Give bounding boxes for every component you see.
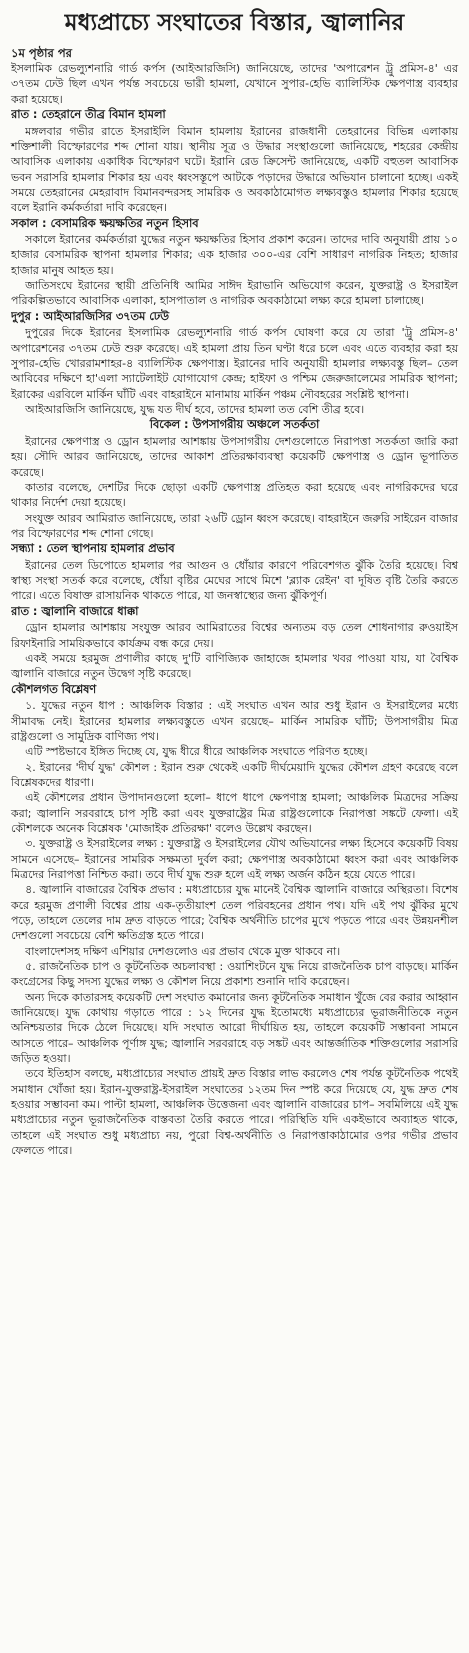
- section-subheading: রাত : জ্বালানি বাজারে ধাক্কা: [11, 604, 139, 618]
- section-subheading: কৌশলগত বিশ্লেষণ: [11, 682, 97, 696]
- article-paragraph: ইরানের ক্ষেপণাস্ত্র ও ড্রোন হামলার আশঙ্কায় উপসাগরীয় দেশগুলোতে নিরাপত্তা সতর্কতা জারি করা হয়। সৌদি আরব জানিয়েছে, তাদের আকাশ প্রতিরক্ষাব্যবস্থা কয়েকটি ক্ষেপণাস্ত্র ও ড্রোন ভূপাতিত করেছে।: [11, 434, 458, 479]
- article-paragraph: সকালে ইরানের কর্মকর্তারা যুদ্ধের নতুন ক্ষয়ক্ষতির হিসাব প্রকাশ করেন। তাদের দাবি অনুযায়ী প্রায় ১০ হাজার বেসামরিক স্থাপনা হামলার শিকার; এক হাজার ৩০০-এর বেশি সাধারণ নাগরিক নিহত; হাজার হাজার মানুষ আহত হয়।: [11, 233, 458, 277]
- article-paragraph: দুপুরের দিকে ইরানের ইসলামিক রেভল্যুশনারি গার্ড কর্পস ঘোষণা করে যে তারা 'ট্রু প্রমিস-৪' অপারেশনের ৩৭তম ঢেউ শুরু করেছে। এই হামলা প্রায় তিন ঘণ্টা ধরে চলে এবং এতে ব্যবহার করা হয় সুপার-হেভি খোররামশাহর-৪ ব্যালিস্টিক ক্ষেপণাস্ত্র। ইরানের দাবি অনুযায়ী হামলার লক্ষ্যবস্তু ছিল– তেল আবিবের দক্ষিণে হা'এলা স্যাটেলাইট যোগাযোগ কেন্দ্র; হাইফা ও পশ্চিম জেরুজালেমের সামরিক স্থাপনা; ইরাকের এরবিলে মার্কিন ঘাঁটি এবং বাহরাইনে মানামায় মার্কিন পঞ্চম নৌবহরের সংশ্লিষ্ট স্থাপনা।: [11, 326, 458, 401]
- section-subheading: দুপুর : আইআরজিসির ৩৭তম ঢেউ: [11, 309, 169, 323]
- article-section: [11, 682, 458, 1159]
- article-headline: মধ্যপ্রাচ্যে সংঘাতের বিস্তার, জ্বালানির: [64, 9, 405, 36]
- article-paragraph: ড্রোন হামলার আশঙ্কায় সংযুক্ত আরব আমিরাতের বিশ্বের অন্যতম বড় তেল শোধনাগার রুওয়াইস রিফাইনারি সাময়িকভাবে কার্যক্রম বন্ধ করে দেয়।: [11, 621, 458, 650]
- article-paragraph: ১. যুদ্ধের নতুন ধাপ : আঞ্চলিক বিস্তার : এই সংঘাত এখন আর শুধু ইরান ও ইসরাইলের মধ্যে সীমাবদ্ধ নেই। ইরানের হামলার লক্ষ্যবস্তুতে এখন রয়েছে– মার্কিন সামরিক ঘাঁটি; উপসাগরীয় মিত্র রাষ্ট্রগুলো ও সামুদ্রিক বাণিজ্য পথ।: [11, 699, 458, 743]
- article-paragraph: মঙ্গলবার গভীর রাতে ইসরাইলি বিমান হামলায় ইরানের রাজধানী তেহরানের বিভিন্ন এলাকায় শক্তিশালী বিস্ফোরণের শব্দ শোনা যায়। স্থানীয় সূত্র ও উদ্ধার সংস্থাগুলো জানিয়েছে, শহরের কেন্দ্রীয় আবাসিক এলাকায় একাধিক বিস্ফোরণ ঘটে। ইরানি রেড ক্রিসেন্ট জানিয়েছে, একটি বহুতল আবাসিক ভবন সরাসরি হামলার শিকার হয় এবং ধ্বংসস্তূপে আটকে পড়াদের উদ্ধারে অভিযান চালানো হচ্ছে। একই সময়ে তেহরানের মেহরাবাদ বিমানবন্দরসহ সামরিক ও অবকাঠামোগত লক্ষ্যবস্তুও হামলার শিকার হয়েছে বলে ইরানি কর্মকর্তারা দাবি করেছেন।: [11, 124, 458, 215]
- article-section: [11, 216, 458, 309]
- article-paragraph: ইসলামিক রেভল্যুশনারি গার্ড কর্পস (আইআরজিসি) জানিয়েছে, তাদের 'অপারেশন ট্রু প্রমিস-৪' এর ৩৭তম ঢেউ ছিল এখন পর্যন্ত সবচেয়ে ভারী হামলা, যেখানে সুপার-হেভি ব্যালিস্টিক ক্ষেপণাস্ত্র ব্যবহার করা হয়েছে।: [11, 62, 458, 106]
- article-paragraph: ৩. যুক্তরাষ্ট্র ও ইসরাইলের লক্ষ্য : যুক্তরাষ্ট্র ও ইসরাইলের যৌথ অভিযানের লক্ষ্য হিসেবে কয়েকটি বিষয় সামনে এসেছে– ইরানের সামরিক সক্ষমতা দুর্বল করা; ক্ষেপণাস্ত্র অবকাঠামো ধ্বংস করা এবং আঞ্চলিক মিত্রদের নিরাপত্তা নিশ্চিত করা। তবে দীর্ঘ যুদ্ধ শুরু হলে এই লক্ষ্য অর্জন কঠিন হয়ে যেতে পারে।: [11, 837, 458, 881]
- article-paragraph: একই সময়ে হরমুজ প্রণালীর কাছে দু'টি বাণিজ্যিক জাহাজে হামলার খবর পাওয়া যায়, যা বৈশ্বিক জ্বালানি বাজারে নতুন উদ্বেগ সৃষ্টি করেছে।: [11, 652, 458, 681]
- article-paragraph: তবে ইতিহাস বলছে, মধ্যপ্রাচ্যের সংঘাত প্রায়ই দ্রুত বিস্তার লাভ করলেও শেষ পর্যন্ত কূটনৈতিক পথেই সমাধান খোঁজা হয়। ইরান-যুক্তরাষ্ট্র-ইসরাইল সংঘাতের ১২তম দিন স্পষ্ট করে দিয়েছে যে, যুদ্ধ দ্রুত শেষ হওয়ার সম্ভাবনা কম। পাল্টা হামলা, আঞ্চলিক উত্তেজনা এবং জ্বালানি বাজারের চাপ– সবমিলিয়ে এই যুদ্ধ মধ্যপ্রাচ্যের নতুন ভূরাজনৈতিক বাস্তবতা তৈরি করতে পারে। পরিস্থিতি যদি একইভাবে অব্যাহত থাকে, তাহলে এই সংঘাত শুধু মধ্যপ্রাচ্য নয়, পুরো বিশ্ব-অর্থনীতি ও নিরাপত্তাকাঠামোর ওপর গভীর প্রভাব ফেলতে পারে।: [11, 1067, 458, 1158]
- continued-from-label: ১ম পৃষ্ঠার পর: [11, 46, 72, 60]
- article-paragraph: ২. ইরানের 'দীর্ঘ যুদ্ধ' কৌশল : ইরান শুরু থেকেই একটি দীর্ঘমেয়াদি যুদ্ধের কৌশল গ্রহণ করেছে বলে বিশ্লেষকদের ধারণা।: [11, 760, 458, 789]
- article-section: [11, 309, 458, 418]
- article-paragraph: ৫. রাজনৈতিক চাপ ও কূটনৈতিক অচলাবস্থা : ওয়াশিংটনে যুদ্ধ নিয়ে রাজনৈতিক চাপ বাড়ছে। মার্কিন কংগ্রেসের কিছু সদস্য যুদ্ধের লক্ষ্য ও কৌশল নিয়ে প্রকাশ্য শুনানি দাবি করেছেন।: [11, 960, 458, 989]
- article-paragraph: সংযুক্ত আরব আমিরাত জানিয়েছে, তারা ২৬টি ড্রোন ধ্বংস করেছে। বাহরাইনে জরুরি সাইরেন বাজার পর বিস্ফোরণের শব্দ শোনা গেছে।: [11, 511, 458, 540]
- article-paragraph: এটি স্পষ্টভাবে ইঙ্গিত দিচ্ছে যে, যুদ্ধ ধীরে ধীরে আঞ্চলিক সংঘাতে পরিণত হচ্ছে।: [25, 745, 368, 759]
- article-body: [11, 61, 458, 1159]
- article-section: [11, 107, 458, 216]
- article-section: [11, 417, 458, 541]
- article-paragraph: ইরানের তেল ডিপোতে হামলার পর আগুন ও ধোঁয়ার কারণে পরিবেশগত ঝুঁকি তৈরি হয়েছে। বিশ্ব স্বাস্থ্য সংস্থা সতর্ক করে বলেছে, ধোঁয়া বৃষ্টির মেঘের সাথে মিশে 'ব্ল্যাক রেইন' বা দূষিত বৃষ্টি তৈরি করতে পারে। এতে বিষাক্ত রাসায়নিক থাকতে পারে, যা জনস্বাস্থ্যের জন্য ঝুঁকিপূর্ণ।: [11, 558, 458, 603]
- section-subheading: সন্ধ্যা : তেল স্থাপনায় হামলার প্রভাব: [11, 542, 175, 556]
- article-paragraph: ৪. জ্বালানি বাজারের বৈশ্বিক প্রভাব : মধ্যপ্রাচ্যের যুদ্ধ মানেই বৈশ্বিক জ্বালানি বাজারে অস্থিরতা। বিশেষ করে হরমুজ প্রণালী বিশ্বের প্রায় এক-তৃতীয়াংশ তেল পরিবহনের প্রধান পথ। যদি এই পথ ঝুঁকির মুখে পড়ে, তাহলে তেলের দাম দ্রুত বাড়তে পারে; বৈশ্বিক অর্থনীতি চাপের মুখে পড়তে পারে এবং উন্নয়নশীল দেশগুলো সবচেয়ে বেশি ক্ষতিগ্রস্ত হতে পারে।: [11, 883, 458, 943]
- article-paragraph: আইআরজিসি জানিয়েছে, যুদ্ধ যত দীর্ঘ হবে, তাদের হামলা তত বেশি তীব্র হবে।: [25, 403, 365, 417]
- article-section: [11, 604, 458, 682]
- section-subheading: রাত : তেহরানে তীব্র বিমান হামলা: [11, 108, 166, 122]
- article-paragraph: জাতিসংঘে ইরানের স্থায়ী প্রতিনিধি আমির সাঈদ ইরাভানি অভিযোগ করেন, যুক্তরাষ্ট্র ও ইসরাইল পরিকল্পিতভাবে আবাসিক এলাকা, হাসপাতাল ও নাগরিক অবকাঠামো লক্ষ্য করে হামলা চালাচ্ছে।: [11, 279, 458, 308]
- article-paragraph: কাতার বলেছে, দেশটির দিকে ছোড়া একটি ক্ষেপণাস্ত্র প্রতিহত করা হয়েছে এবং নাগরিকদের ঘরে থাকার নির্দেশ দেয়া হয়েছে।: [11, 480, 458, 510]
- article-section: [11, 541, 458, 604]
- section-subheading: সকাল : বেসামরিক ক্ষয়ক্ষতির নতুন হিসাব: [11, 216, 199, 230]
- article-paragraph: বাংলাদেশসহ দক্ষিণ এশিয়ার দেশগুলোও এর প্রভাব থেকে মুক্ত থাকবে না।: [25, 944, 341, 958]
- section-subheading: বিকেল : উপসাগরীয় অঞ্চলে সতর্কতা: [149, 418, 320, 432]
- article-section: [11, 61, 458, 107]
- article-paragraph: অন্য দিকে কাতারসহ কয়েকটি দেশ সংঘাত কমানোর জন্য কূটনৈতিক সমাধান খুঁজে বের করার আহ্বান জানিয়েছে। যুদ্ধ কোথায় গড়াতে পারে : ১২ দিনের যুদ্ধ ইতোমধ্যে মধ্যপ্রাচ্যের ভূরাজনীতিকে নতুন অনিশ্চয়তার দিকে ঠেলে দিয়েছে। যদি সংঘাত আরো দীর্ঘায়িত হয়, তাহলে কয়েকটি সম্ভাবনা সামনে আসতে পারে– আঞ্চলিক পূর্ণাঙ্গ যুদ্ধ; জ্বালানি সরবরাহে বড় সঙ্কট এবং আন্তর্জাতিক শক্তিগুলোর সরাসরি জড়িত হওয়া।: [11, 990, 458, 1066]
- article-paragraph: এই কৌশলের প্রধান উপাদানগুলো হলো– ধাপে ধাপে ক্ষেপণাস্ত্র হামলা; আঞ্চলিক মিত্রদের সক্রিয় করা; জ্বালানি সরবরাহে চাপ সৃষ্টি করা এবং যুক্তরাষ্ট্রের মিত্র রাষ্ট্রগুলোকে নিরাপত্তা সঙ্কটে ফেলা। এই কৌশলকে অনেক বিশ্লেষক 'মোজাইক প্রতিরক্ষা' বলেও উল্লেখ করছেন।: [11, 791, 458, 835]
